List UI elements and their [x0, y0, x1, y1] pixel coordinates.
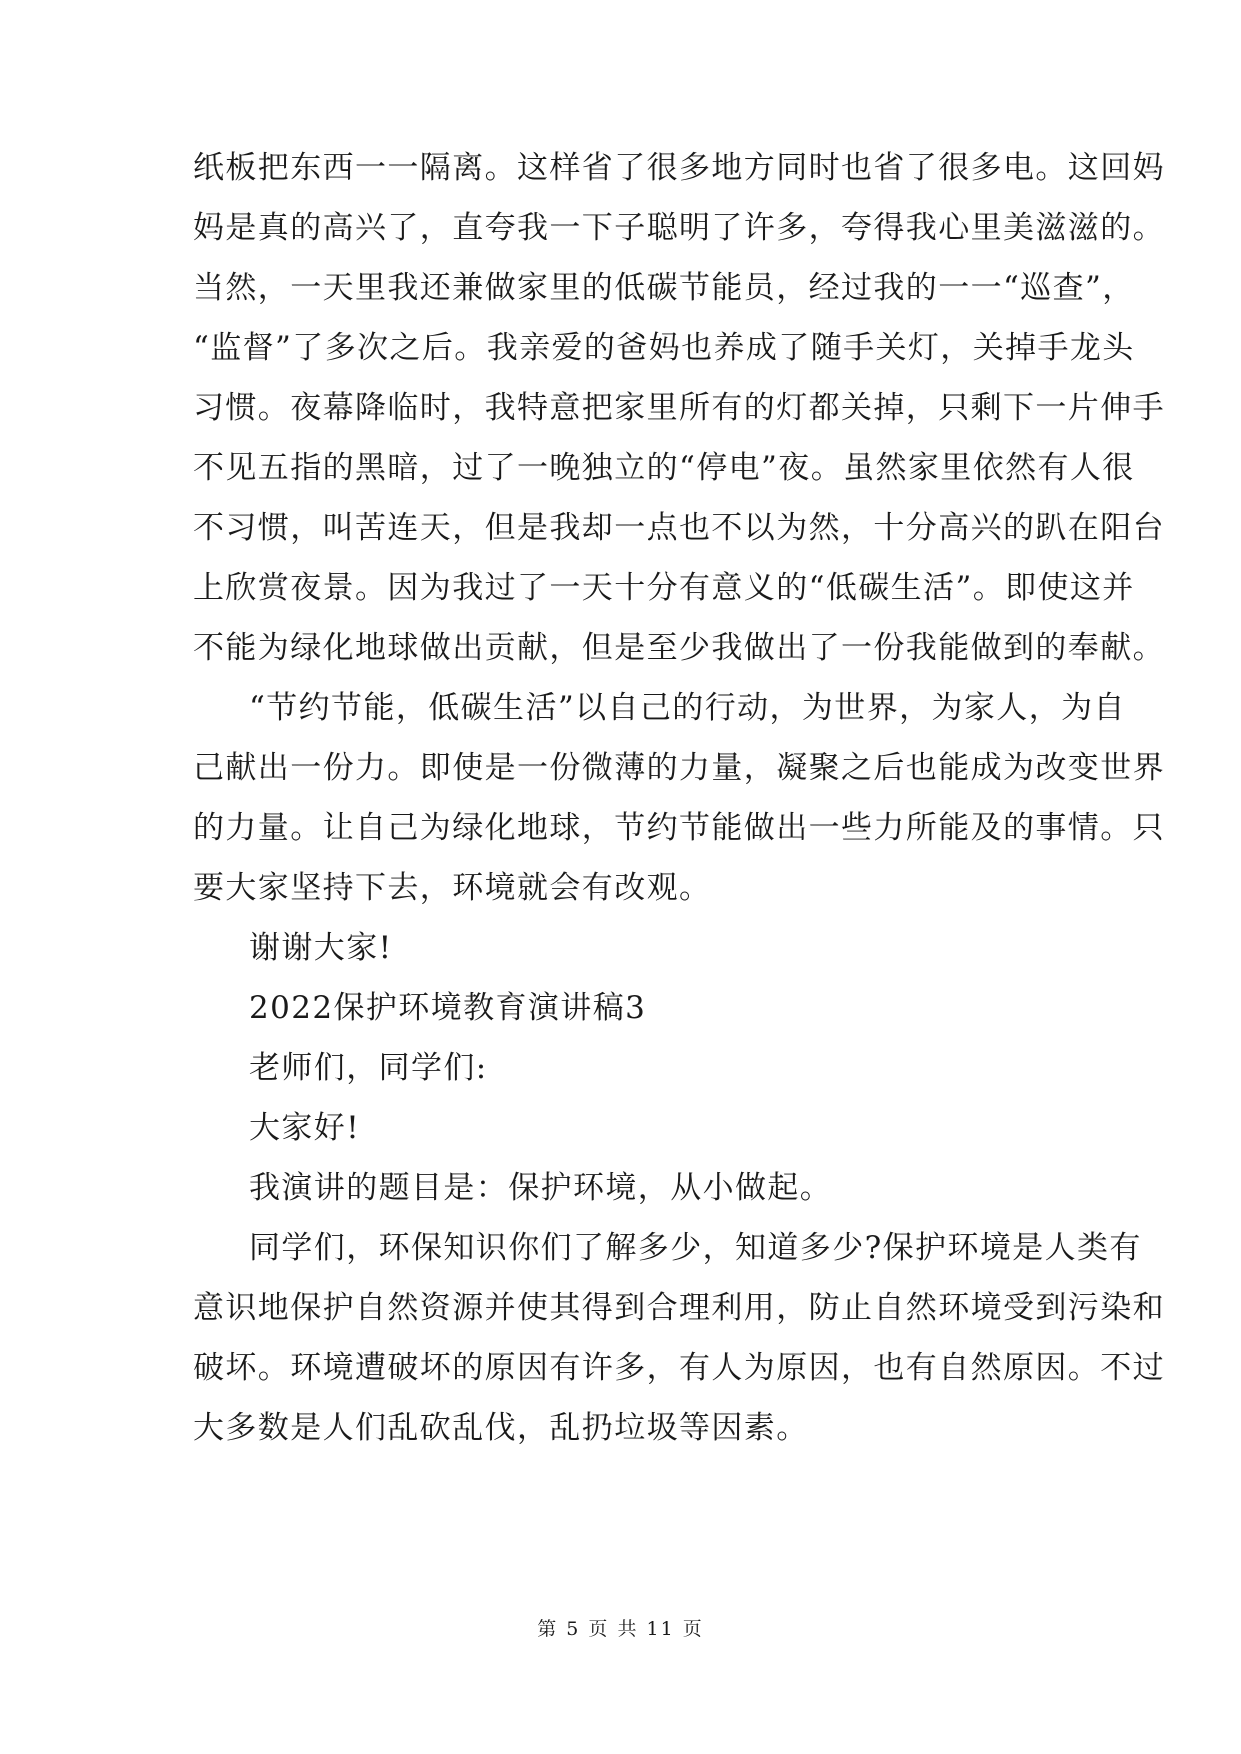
- body-text-line: 妈是真的高兴了，直夸我一下子聪明了许多，夸得我心里美滋滋的。: [193, 210, 1165, 246]
- body-text-line: 不能为绿化地球做出贡献，但是至少我做出了一份我能做到的奉献。: [193, 630, 1165, 666]
- body-text-line: 破坏。环境遭破坏的原因有许多，有人为原因，也有自然原因。不过: [193, 1350, 1165, 1386]
- salutation: 老师们，同学们:: [249, 1050, 488, 1086]
- body-text-line: 不习惯，叫苦连天，但是我却一点也不以为然，十分高兴的趴在阳台: [193, 510, 1165, 546]
- body-text-line: 的力量。让自己为绿化地球，节约节能做出一些力所能及的事情。只: [193, 810, 1165, 846]
- body-text-line: 大多数是人们乱砍乱伐，乱扔垃圾等因素。: [193, 1410, 809, 1446]
- closing-line: 谢谢大家!: [249, 930, 393, 966]
- body-text-line: 习惯。夜幕降临时，我特意把家里所有的灯都关掉，只剩下一片伸手: [193, 390, 1165, 426]
- paragraph-first-line: 同学们，环保知识你们了解多少，知道多少?保护环境是人类有: [249, 1230, 1142, 1266]
- body-text-line: 当然，一天里我还兼做家里的低碳节能员，经过我的一一“巡查”，: [193, 270, 1135, 306]
- body-text-line: 要大家坚持下去，环境就会有改观。: [193, 870, 712, 906]
- body-text-line: 意识地保护自然资源并使其得到合理利用，防止自然环境受到污染和: [193, 1290, 1165, 1326]
- body-text-line: “监督”了多次之后。我亲爱的爸妈也养成了随手关灯，关掉手龙头: [193, 330, 1135, 366]
- paragraph-first-line: “节约节能，低碳生活”以自己的行动，为世界，为家人，为自: [249, 690, 1126, 726]
- speech-topic: 我演讲的题目是：保护环境，从小做起。: [249, 1170, 833, 1206]
- greeting: 大家好!: [249, 1110, 361, 1146]
- body-text-line: 上欣赏夜景。因为我过了一天十分有意义的“低碳生活”。即使这并: [193, 570, 1135, 606]
- body-text-line: 己献出一份力。即使是一份微薄的力量，凝聚之后也能成为改变世界: [193, 750, 1165, 786]
- body-text-line: 纸板把东西一一隔离。这样省了很多地方同时也省了很多电。这回妈: [193, 150, 1165, 186]
- page-footer: 第 5 页 共 11 页: [537, 1618, 704, 1640]
- section-heading: 2022保护环境教育演讲稿3: [249, 990, 647, 1026]
- body-text-line: 不见五指的黑暗，过了一晚独立的“停电”夜。虽然家里依然有人很: [193, 450, 1135, 486]
